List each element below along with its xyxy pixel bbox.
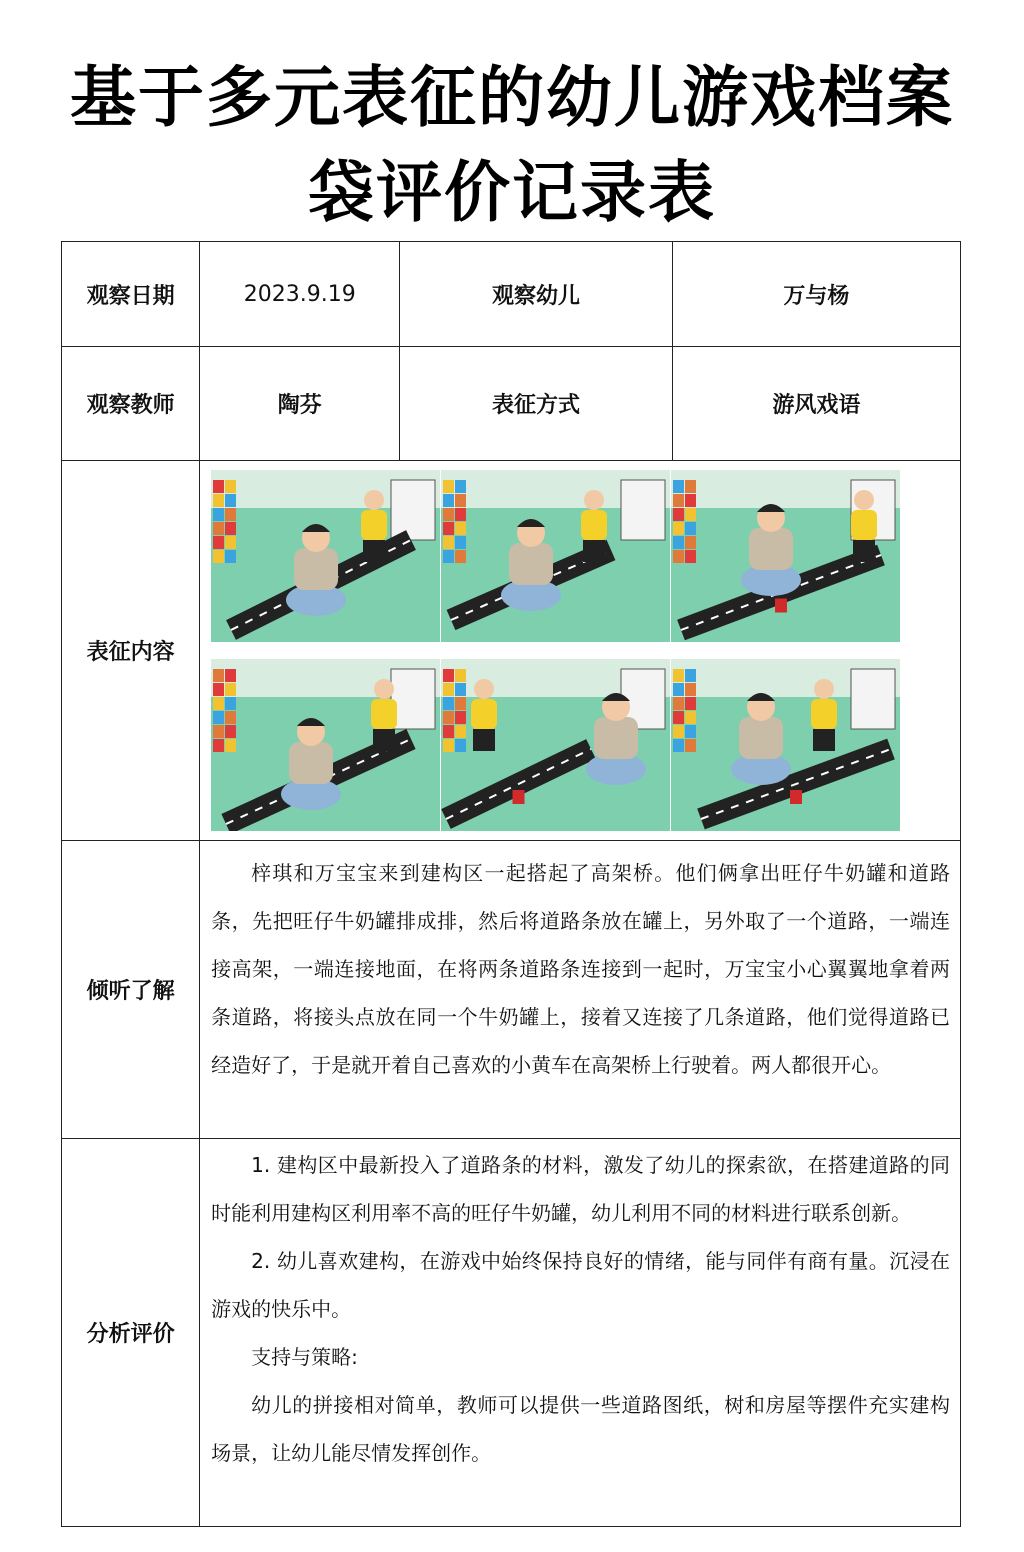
date-label: 观察日期 [62, 242, 200, 347]
listen-paragraph: 梓琪和万宝宝来到建构区一起搭起了高架桥。他们俩拿出旺仔牛奶罐和道路条，先把旺仔牛奶罐排成排，然后将道路条放在罐上，另外取了一个道路，一端连接高架，一端连接地面，在将两条道路条连接到一起时，万宝宝小心翼翼地拿着两条道路，将接头点放在同一个牛奶罐上，接着又连接了几条道路，他们觉得道路已经造好了，于是就开着自己喜欢的小黄车在高架桥上行驶着。两人都很开心。 [211, 861, 950, 1077]
listen-cell [200, 841, 961, 1139]
photo-2 [441, 470, 670, 642]
method-label: 表征方式 [400, 347, 672, 461]
photo-cell [200, 461, 961, 841]
table-row [62, 461, 961, 841]
photo-3 [671, 470, 900, 642]
photo-illustration [671, 659, 900, 831]
analysis-label: 分析评价 [62, 1139, 200, 1527]
content-label: 表征内容 [62, 461, 200, 841]
photo-illustration [211, 470, 440, 642]
child-value: 万与杨 [672, 242, 960, 347]
photo-6 [671, 659, 900, 831]
table-row [62, 347, 961, 461]
photo-illustration [211, 659, 440, 831]
table-row [62, 1139, 961, 1527]
photo-4 [211, 659, 440, 831]
page-title [0, 50, 1024, 240]
table-row [62, 242, 961, 347]
photo-illustration [441, 470, 670, 642]
photo-1 [211, 470, 440, 642]
photo-illustration [671, 470, 900, 642]
teacher-label: 观察教师 [62, 347, 200, 461]
method-value: 游风戏语 [672, 347, 960, 461]
strategy-heading: 支持与策略: [251, 1345, 358, 1369]
strategy-text: 幼儿的拼接相对简单，教师可以提供一些道路图纸，树和房屋等摆件充实建构场景，让幼儿能尽情发挥创作。 [211, 1393, 950, 1465]
analysis-point-2: 2. 幼儿喜欢建构，在游戏中始终保持良好的情绪，能与同伴有商有量。沉浸在游戏的快乐中。 [211, 1249, 950, 1321]
photo-5 [441, 659, 670, 831]
photo-illustration [441, 659, 670, 831]
record-table [61, 241, 961, 1527]
teacher-value: 陶芬 [200, 347, 400, 461]
child-label: 观察幼儿 [400, 242, 672, 347]
analysis-point-1: 1. 建构区中最新投入了道路条的材料，激发了幼儿的探索欲，在搭建道路的同时能利用建构区利用率不高的旺仔牛奶罐，幼儿利用不同的材料进行联系创新。 [211, 1153, 950, 1225]
title-line-2: 袋评价记录表 [308, 154, 716, 231]
title-line-1: 基于多元表征的幼儿游戏档案 [70, 59, 954, 136]
analysis-cell [200, 1139, 961, 1527]
table-row [62, 841, 961, 1139]
date-value: 2023.9.19 [200, 242, 400, 347]
listen-label: 倾听了解 [62, 841, 200, 1139]
photo-grid [211, 470, 900, 831]
